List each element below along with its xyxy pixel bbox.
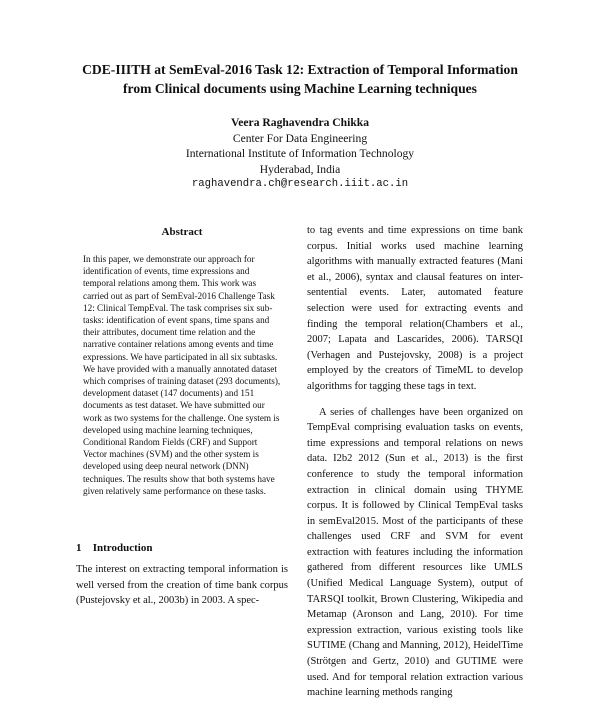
introduction-body bbox=[76, 562, 288, 609]
author-affiliation-2: International Institute of Information Technology bbox=[185, 147, 415, 160]
author-location: Hyderabad, India bbox=[259, 162, 341, 176]
paper-title bbox=[40, 60, 560, 98]
section-title: Introduction bbox=[92, 542, 153, 554]
section-number: 1 bbox=[76, 542, 82, 554]
left-column bbox=[76, 225, 288, 497]
right-column bbox=[307, 223, 523, 701]
right-paragraph-2: A series of challenges have been organized on TempEval comprising evaluation tasks on events, time expressions and temporal relations on news data. I2b2 2012 (Sun et al., 2013) is the first conference to study the temporal information extraction in clinical domain using THYME corpus. It is followed by Clinical TempEval tasks in semEval2015. Most of the participants of these challenges used CRF and SVM for event extraction with features including the information gathered from different resources like UMLS (Unified Medical Language System), output of TARSQI toolkit, Brown Clustering, Wikipedia and Metamap (Aronson and Lang, 2010). For time expression extraction, various existing tools like SUTIME (Chang and Manning, 2012), HeidelTime (Strötgen and Gertz, 2010) and GUTIME were used. And for temporal relation extraction various machine learning methods ranging bbox=[307, 406, 523, 699]
author-affiliation-1: Center For Data Engineering bbox=[232, 131, 368, 145]
introduction-paragraph: The interest on extracting temporal information is well versed from the creation of time bank corpus (Pustejovsky et al., 2003b) in 2003. A spec- bbox=[76, 564, 288, 607]
title-line-1: CDE-IIITH at SemEval-2016 Task 12: Extraction of Temporal Information bbox=[82, 62, 518, 77]
right-paragraph-1: to tag events and time expressions on time bank corpus. Initial works used machine learning algorithms with manually extracted features (Mani et al., 2006), syntax and clausal features on inter-sentential events. Later, automated feature selection were used for extracting events and finding the temporal relation(Chambers et al., 2007; Lapata and Lascarides, 2006). TARSQI (Verhagen and Pustejovsky, 2008) is a project employed by the creators of TimeML to develop algorithms for tagging these tags in text. bbox=[307, 225, 523, 392]
title-line-2: from Clinical documents using Machine Learning techniques bbox=[123, 81, 477, 96]
section-heading-introduction bbox=[76, 541, 288, 555]
abstract-heading: Abstract bbox=[161, 226, 203, 238]
author-name: Veera Raghavendra Chikka bbox=[230, 116, 370, 129]
author-block bbox=[60, 115, 540, 193]
author-email: raghavendra.ch@research.iiit.ac.in bbox=[191, 178, 409, 190]
abstract-body bbox=[76, 253, 288, 497]
abstract-text: In this paper, we demonstrate our approach for identification of events, time expressions and temporal relations among them. This work was carried out as part of SemEval-2016 Challenge Task 12: Clinical TempEval. The task comprises six sub-tasks: identification of event spans, time spans and their attributes, document time relation and the narrative container relations among events and time expressions. We have participated in all six subtasks. We have provided with a manually annotated dataset which comprises of training dataset (293 documents), development dataset (147 documents) and 151 documents as test dataset. We have submitted our work as two systems for the challenge. One system is developed using machine learning techniques, Conditional Random Fields (CRF) and Support Vector machines (SVM) and the other system is developed using deep neural network (DNN) techniques. The results show that both systems have given relatively same performance on these tasks. bbox=[83, 254, 281, 496]
